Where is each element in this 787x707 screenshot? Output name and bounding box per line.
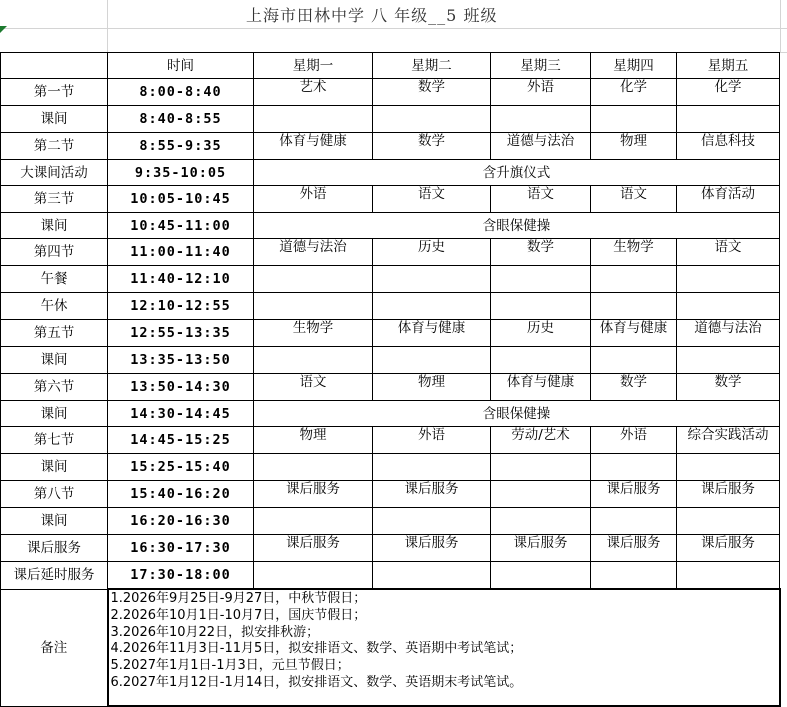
header-day: 星期五 — [677, 53, 780, 79]
subject-cell: 语文 — [591, 186, 677, 213]
period-label: 午餐 — [1, 266, 108, 293]
subject-cell: 艺术 — [254, 79, 373, 106]
period-time: 11:40-12:10 — [108, 266, 254, 293]
period-time: 15:25-15:40 — [108, 454, 254, 481]
subject-cell: 体育活动 — [677, 186, 780, 213]
subject-cell — [491, 508, 591, 535]
subject-cell: 课后服务 — [373, 535, 491, 562]
subject-cell: 课后服务 — [254, 535, 373, 562]
subject-cell: 体育与健康 — [591, 320, 677, 347]
subject-cell: 道德与法治 — [677, 320, 780, 347]
subject-cell: 道德与法治 — [254, 239, 373, 266]
sheet-gridline — [107, 0, 108, 52]
subject-cell — [254, 347, 373, 374]
header-row — [1, 53, 780, 79]
merged-activity-cell: 含眼保健操 — [254, 401, 780, 427]
subject-cell: 物理 — [591, 133, 677, 160]
period-row — [1, 186, 780, 213]
subject-cell — [373, 266, 491, 293]
period-row — [1, 427, 780, 454]
subject-cell — [254, 266, 373, 293]
period-row — [1, 160, 780, 186]
title-row — [0, 0, 787, 29]
subject-cell: 数学 — [373, 133, 491, 160]
period-time: 8:55-9:35 — [108, 133, 254, 160]
subject-cell: 体育与健康 — [254, 133, 373, 160]
subject-cell — [677, 562, 780, 590]
subject-cell — [591, 347, 677, 374]
timetable — [0, 52, 781, 707]
subject-cell: 物理 — [254, 427, 373, 454]
subject-cell — [677, 347, 780, 374]
subject-cell — [254, 106, 373, 133]
subject-cell: 课后服务 — [677, 535, 780, 562]
merged-activity-cell: 含眼保健操 — [254, 213, 780, 239]
subject-cell: 道德与法治 — [491, 133, 591, 160]
subject-cell — [591, 562, 677, 590]
period-time: 10:45-11:00 — [108, 213, 254, 239]
period-row — [1, 347, 780, 374]
subject-cell — [373, 106, 491, 133]
period-time: 13:50-14:30 — [108, 374, 254, 401]
subject-cell: 外语 — [373, 427, 491, 454]
subject-cell: 语文 — [677, 239, 780, 266]
subject-cell — [373, 454, 491, 481]
period-label: 课间 — [1, 508, 108, 535]
period-row — [1, 213, 780, 239]
subject-cell — [373, 293, 491, 320]
period-time: 14:30-14:45 — [108, 401, 254, 427]
subject-cell — [254, 293, 373, 320]
note-line: 4.2026年11月3日-11月5日，拟安排语文、数学、英语期中考试笔试； — [110, 641, 523, 657]
notes-label: 备注 — [1, 589, 108, 706]
period-label: 第四节 — [1, 239, 108, 266]
period-time: 16:30-17:30 — [108, 535, 254, 562]
subject-cell — [677, 454, 780, 481]
subject-cell — [591, 266, 677, 293]
subject-cell — [677, 508, 780, 535]
period-label: 第六节 — [1, 374, 108, 401]
period-label: 课间 — [1, 213, 108, 239]
period-label: 第八节 — [1, 481, 108, 508]
period-label: 第一节 — [1, 79, 108, 106]
period-time: 13:35-13:50 — [108, 347, 254, 374]
subject-cell — [373, 347, 491, 374]
period-time: 8:00-8:40 — [108, 79, 254, 106]
subject-cell: 课后服务 — [677, 481, 780, 508]
note-line: 2.2026年10月1日-10月7日，国庆节假日； — [110, 607, 367, 623]
period-label: 课间 — [1, 347, 108, 374]
subject-cell — [491, 106, 591, 133]
period-row — [1, 320, 780, 347]
subject-cell — [677, 106, 780, 133]
header-day: 星期三 — [491, 53, 591, 79]
header-time: 时间 — [108, 53, 254, 79]
period-time: 14:45-15:25 — [108, 427, 254, 454]
subject-cell: 生物学 — [254, 320, 373, 347]
subject-cell — [491, 454, 591, 481]
period-row — [1, 401, 780, 427]
subject-cell — [373, 508, 491, 535]
note-line: 1.2026年9月25日-9月27日，中秋节假日； — [110, 591, 367, 606]
period-time: 8:40-8:55 — [108, 106, 254, 133]
subject-cell: 语文 — [373, 186, 491, 213]
period-row — [1, 481, 780, 508]
subject-cell: 外语 — [491, 79, 591, 106]
note-line: 6.2027年1月12日-1月14日，拟安排语文、数学、英语期末考试笔试。 — [110, 674, 523, 690]
subject-cell — [254, 508, 373, 535]
period-row — [1, 562, 780, 590]
header-day: 星期二 — [373, 53, 491, 79]
period-row — [1, 133, 780, 160]
period-row — [1, 79, 780, 106]
period-time: 12:55-13:35 — [108, 320, 254, 347]
period-time: 15:40-16:20 — [108, 481, 254, 508]
notes-row — [1, 589, 780, 706]
sheet-title: 上海市田林中学 八 年级__5 班级 — [246, 6, 498, 25]
subject-cell: 课后服务 — [373, 481, 491, 508]
subject-cell: 数学 — [373, 79, 491, 106]
period-label: 大课间活动 — [1, 160, 108, 186]
subject-cell: 外语 — [591, 427, 677, 454]
subject-cell: 综合实践活动 — [677, 427, 780, 454]
subject-cell — [491, 481, 591, 508]
period-time: 12:10-12:55 — [108, 293, 254, 320]
subject-cell: 体育与健康 — [491, 374, 591, 401]
period-time: 10:05-10:45 — [108, 186, 254, 213]
period-row — [1, 106, 780, 133]
subject-cell: 历史 — [491, 320, 591, 347]
note-line: 5.2027年1月1日-1月3日，元旦节假日； — [110, 658, 350, 674]
notes-cell — [108, 589, 780, 706]
period-row — [1, 239, 780, 266]
period-label: 午休 — [1, 293, 108, 320]
subject-cell: 历史 — [373, 239, 491, 266]
subject-cell — [591, 293, 677, 320]
period-label: 第二节 — [1, 133, 108, 160]
subject-cell: 课后服务 — [491, 535, 591, 562]
subject-cell: 生物学 — [591, 239, 677, 266]
subject-cell: 课后服务 — [254, 481, 373, 508]
subject-cell — [373, 562, 491, 590]
subject-cell: 数学 — [491, 239, 591, 266]
period-row — [1, 374, 780, 401]
period-time: 11:00-11:40 — [108, 239, 254, 266]
subject-cell — [491, 347, 591, 374]
subject-cell — [491, 266, 591, 293]
period-label: 第三节 — [1, 186, 108, 213]
note-line: 3.2026年10月22日，拟安排秋游； — [110, 624, 320, 640]
subject-cell — [677, 266, 780, 293]
period-label: 课后延时服务 — [1, 562, 108, 590]
period-label: 第七节 — [1, 427, 108, 454]
sheet-gridline — [780, 0, 781, 52]
period-time: 9:35-10:05 — [108, 160, 254, 186]
subject-cell — [254, 454, 373, 481]
subject-cell: 外语 — [254, 186, 373, 213]
subject-cell: 课后服务 — [591, 481, 677, 508]
subject-cell: 语文 — [254, 374, 373, 401]
subject-cell — [254, 562, 373, 590]
subject-cell — [591, 454, 677, 481]
period-time: 17:30-18:00 — [108, 562, 254, 590]
period-label: 课间 — [1, 454, 108, 481]
period-label: 课间 — [1, 106, 108, 133]
subject-cell: 语文 — [491, 186, 591, 213]
period-label: 课间 — [1, 401, 108, 427]
subject-cell — [491, 562, 591, 590]
subject-cell — [491, 293, 591, 320]
subject-cell: 数学 — [591, 374, 677, 401]
period-label: 课后服务 — [1, 535, 108, 562]
subject-cell: 化学 — [591, 79, 677, 106]
header-corner-cell — [1, 53, 108, 79]
header-day: 星期四 — [591, 53, 677, 79]
subject-cell: 体育与健康 — [373, 320, 491, 347]
period-time: 16:20-16:30 — [108, 508, 254, 535]
header-day: 星期一 — [254, 53, 373, 79]
select-all-corner-icon[interactable] — [0, 26, 7, 33]
subject-cell: 化学 — [677, 79, 780, 106]
subject-cell: 物理 — [373, 374, 491, 401]
period-row — [1, 266, 780, 293]
subject-cell — [591, 508, 677, 535]
period-row — [1, 454, 780, 481]
subject-cell — [677, 293, 780, 320]
merged-activity-cell: 含升旗仪式 — [254, 160, 780, 186]
subject-cell: 劳动/艺术 — [491, 427, 591, 454]
period-row — [1, 508, 780, 535]
period-row — [1, 293, 780, 320]
subject-cell — [591, 106, 677, 133]
subject-cell: 课后服务 — [591, 535, 677, 562]
period-row — [1, 535, 780, 562]
period-label: 第五节 — [1, 320, 108, 347]
subject-cell: 信息科技 — [677, 133, 780, 160]
subject-cell: 数学 — [677, 374, 780, 401]
